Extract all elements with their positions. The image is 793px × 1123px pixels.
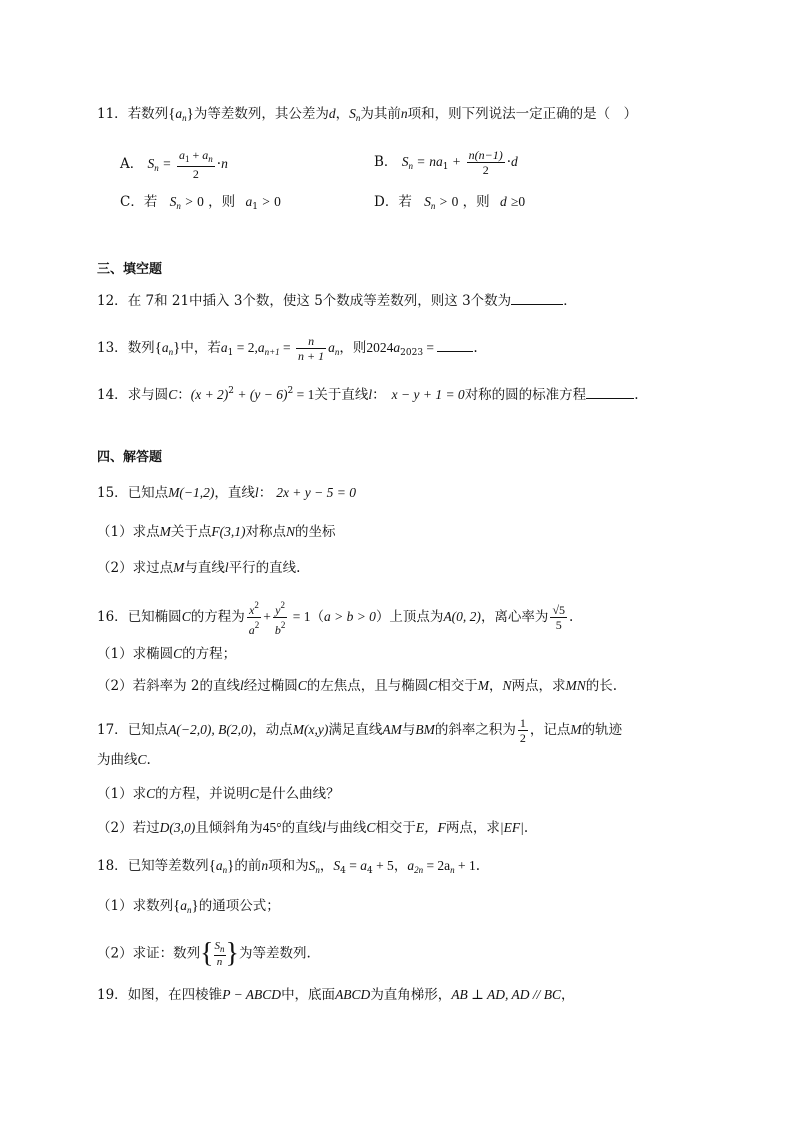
q13-answer-blank[interactable]	[437, 337, 473, 352]
q11-option-d[interactable]: D．若 $S_n > 0$ ，则 d ≥0	[374, 194, 526, 211]
q11-stem: 11．若数列$\{a_n\}$为等差数列，其公差为d，$S_n$为其前n项和，则下列说法一定正确的是（ ）	[97, 106, 638, 123]
q18: 18．已知等差数列$\{a_n\}$的前n项和为$S_n$，$S_4 = a_4 + 5$，$a_{2n} = 2a_n + 1$.	[97, 858, 481, 876]
q18-part2: （2）求证：数列{ $\frac{S_n}{n}$}为等差数列.	[97, 938, 311, 969]
q15-part2: （2）求过点M与直线l平行的直线.	[97, 560, 301, 576]
q16-part2: （2）若斜率为 2的直线l经过椭圆C的左焦点，且与椭圆C相交于M，N两点，求MN的长.	[97, 678, 618, 694]
q16: 16．已知椭圆C的方程为 $\frac{x^2}{a^2}$ + $\frac{y^2}{b^2}$ = 1（a > b > 0）上顶点为A(0, 2)，离心率为 $\frac{√5}{5}$ .	[97, 600, 574, 637]
q17-line2: 为曲线C.	[97, 752, 151, 768]
q12: 12．在 7和 21中插入 3个数，使这 5个数成等差数列，则这 3个数为 ．	[97, 290, 577, 311]
q15: 15．已知点M(−1,2)，直线l： 2x + y − 5 = 0	[97, 485, 357, 501]
q17: 17．已知点A(−2,0), B(2,0)，动点M(x,y)满足直线AM与BM的斜率之积为 $\frac{1}{2}$ ，记点M的轨迹	[97, 716, 623, 745]
q12-answer-blank[interactable]	[511, 290, 563, 305]
section-4-title: 四、解答题	[97, 450, 163, 465]
section-3-title: 三、填空题	[97, 262, 163, 277]
q18-part1: （1）求数列$\{a_n\}$的通项公式；	[97, 898, 280, 915]
q14: 14．求与圆C：$(x + 2)^2 + (y - 6)^2 = 1$关于直线l： x − y + 1 = 0对称的圆的标准方程 .	[97, 386, 639, 403]
q15-part1: （1）求点M关于点F(3,1)对称点N的坐标	[97, 524, 336, 540]
q13: 13．数列$\{a_n\}$中，若$a_1 = 2,a_{n+1}$ = $\frac{n}{n + 1}$ $a_n$，则$2024a_{2023}$ = .	[97, 334, 478, 363]
q17-part2: （2）若过D(3,0)且倾斜角为45°的直线l与曲线C相交于E，F两点，求|EF|.	[97, 820, 529, 836]
q11-option-c[interactable]: C．若 $S_n > 0$ ，则 $a_1 > 0$	[120, 194, 281, 212]
q14-answer-blank[interactable]	[586, 384, 634, 399]
q17-part1: （1）求C的方程，并说明C是什么曲线？	[97, 786, 340, 802]
q16-part1: （1）求椭圆C的方程；	[97, 646, 237, 662]
q11-option-a[interactable]: A． $S_n$ = $\frac{a_1 + a_n}{2}$ ·n	[120, 148, 228, 181]
q19: 19．如图，在四棱锥P − ABCD中，底面ABCD为直角梯形，AB ⊥ AD, AD // BC，	[97, 987, 575, 1003]
q11-option-b[interactable]: B． $S_n = na_1$ + $\frac{n(n-1)}{2}$ ·d	[374, 148, 518, 177]
